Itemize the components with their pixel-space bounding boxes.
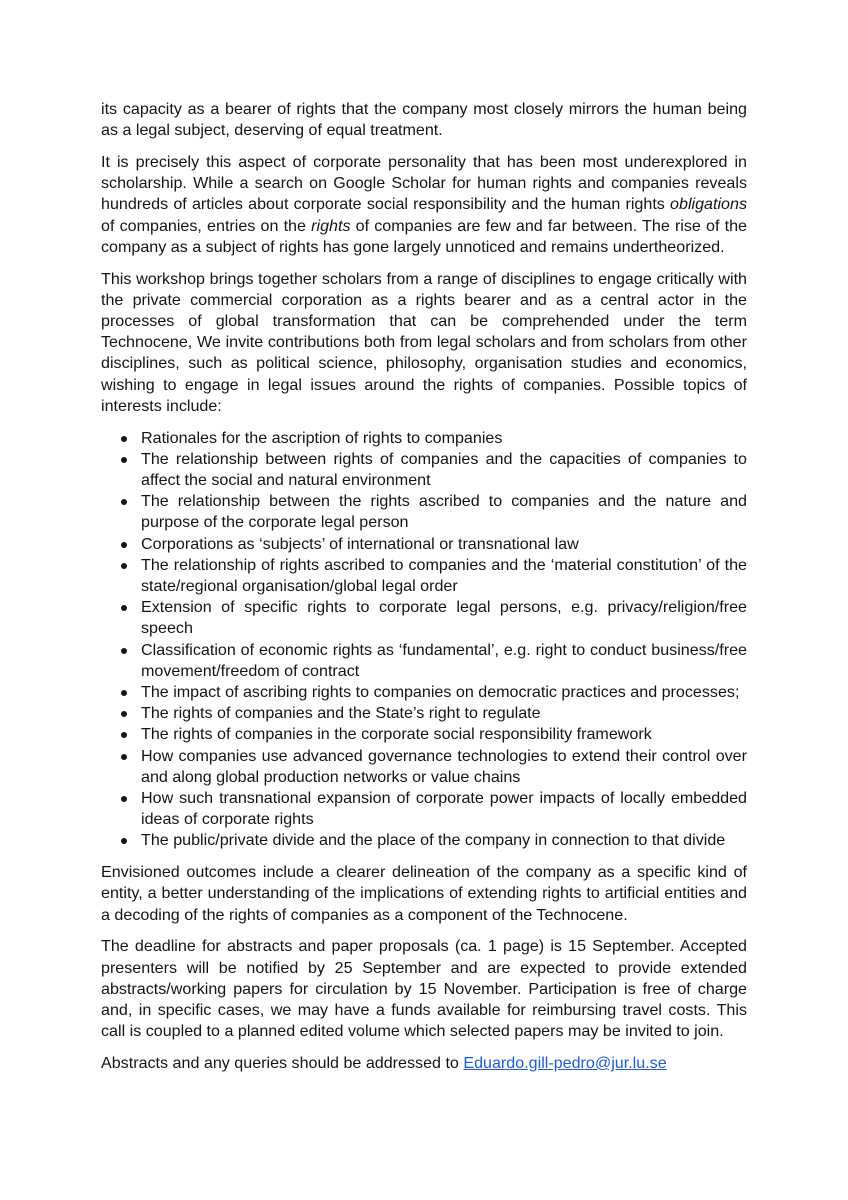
bullet-icon [121, 796, 127, 802]
bullet-icon [121, 838, 127, 844]
paragraph-deadline: The deadline for abstracts and paper proposals (ca. 1 page) is 15 September. Accepted presenters will be notified by 25 September and are expected to provide extended abstracts/working papers for circulation by 15 November. Participation is free of charge and, in specific cases, we may have a funds available for reimbursing travel costs. This call is coupled to a planned edited volume which selected papers may be invited to join. [101, 937, 747, 1041]
list-item [141, 597, 747, 639]
list-item-text: Extension of specific rights to corporate legal persons, e.g. privacy/religion/free speech [141, 598, 747, 638]
list-item [141, 555, 747, 597]
bullet-icon [121, 563, 127, 569]
list-item [141, 534, 747, 555]
bullet-icon [121, 457, 127, 463]
paragraph-outcomes: Envisioned outcomes include a clearer delineation of the company as a specific kind of entity, a better understanding of the implications of extending rights to artificial entities and a decoding of the rights of companies as a component of the Technocene. [101, 863, 747, 924]
bullet-icon [121, 648, 127, 654]
list-item-text: The impact of ascribing rights to companies on democratic practices and processes; [141, 683, 740, 702]
paragraph-text: of companies, entries on the [101, 216, 312, 235]
bullet-icon [121, 499, 127, 505]
bullet-icon [121, 436, 127, 442]
list-item [141, 449, 747, 491]
paragraph-intro-continued: its capacity as a bearer of rights that the company most closely mirrors the human being as a legal subject, deserving of equal treatment. [101, 100, 747, 140]
list-item [141, 491, 747, 533]
contact-email-link[interactable]: Eduardo.gill-pedro@jur.lu.se [463, 1054, 667, 1073]
paragraph-text: It is precisely this aspect of corporate personality that has been most underexplored in scholarship. While a search on Google Scholar for human rights and companies reveals hundreds of articles about corporate social responsibility and the human rights [101, 153, 747, 214]
topics-list [101, 428, 747, 852]
list-item [141, 830, 747, 851]
list-item-text: The rights of companies and the State’s right to regulate [141, 704, 541, 723]
bullet-icon [121, 605, 127, 611]
list-item [141, 746, 747, 788]
list-item-text: The rights of companies in the corporate social responsibility framework [141, 725, 652, 744]
list-item-text: Corporations as ‘subjects’ of international or transnational law [141, 534, 579, 553]
list-item-text: The relationship of rights ascribed to companies and the ‘material constitution’ of the state/regional organisation/global legal order [141, 555, 747, 596]
list-item-text: The relationship between the rights ascribed to companies and the nature and purpose of the corporate legal person [141, 492, 747, 532]
bullet-icon [121, 711, 127, 717]
list-item [141, 788, 747, 830]
paragraph-text: of companies are few and far between. The rise of the company as a subject of rights has gone largely unnoticed and remains undertheorized. [101, 216, 747, 256]
emphasis-rights: rights [311, 216, 351, 235]
paragraph-underexplored [101, 152, 747, 258]
bullet-icon [121, 754, 127, 760]
paragraph-workshop: This workshop brings together scholars from a range of disciplines to engage critically with the private commercial corporation as a rights bearer and as a central actor in the processes of global transformation that can be comprehended under the term Technocene, We invite contributions both from legal scholars and from scholars from other disciplines, such as political science, philosophy, organisation studies and economics, wishing to engage in legal issues around the rights of companies. Possible topics of interests include: [101, 269, 747, 415]
list-item-text: The public/private divide and the place of the company in connection to that divide [141, 831, 726, 850]
list-item [141, 703, 747, 724]
list-item-text: How companies use advanced governance technologies to extend their control over and along global production networks or value chains [141, 746, 747, 786]
list-item-text: The relationship between rights of companies and the capacities of companies to affect the social and natural environment [141, 449, 747, 490]
document-page [101, 99, 747, 1085]
bullet-icon [121, 542, 127, 548]
emphasis-obligations: obligations [670, 195, 747, 214]
paragraph-contact [101, 1053, 747, 1074]
list-item [141, 640, 747, 682]
list-item-text: Rationales for the ascription of rights to companies [141, 428, 503, 447]
list-item-text: Classification of economic rights as ‘fundamental’, e.g. right to conduct business/free movement/freedom of contract [141, 640, 747, 680]
list-item [141, 682, 747, 703]
bullet-icon [121, 690, 127, 696]
bullet-icon [121, 732, 127, 738]
list-item-text: How such transnational expansion of corporate power impacts of locally embedded ideas of corporate rights [141, 789, 747, 829]
list-item [141, 724, 747, 745]
contact-prefix: Abstracts and any queries should be addressed to [101, 1054, 464, 1073]
list-item [141, 428, 747, 449]
